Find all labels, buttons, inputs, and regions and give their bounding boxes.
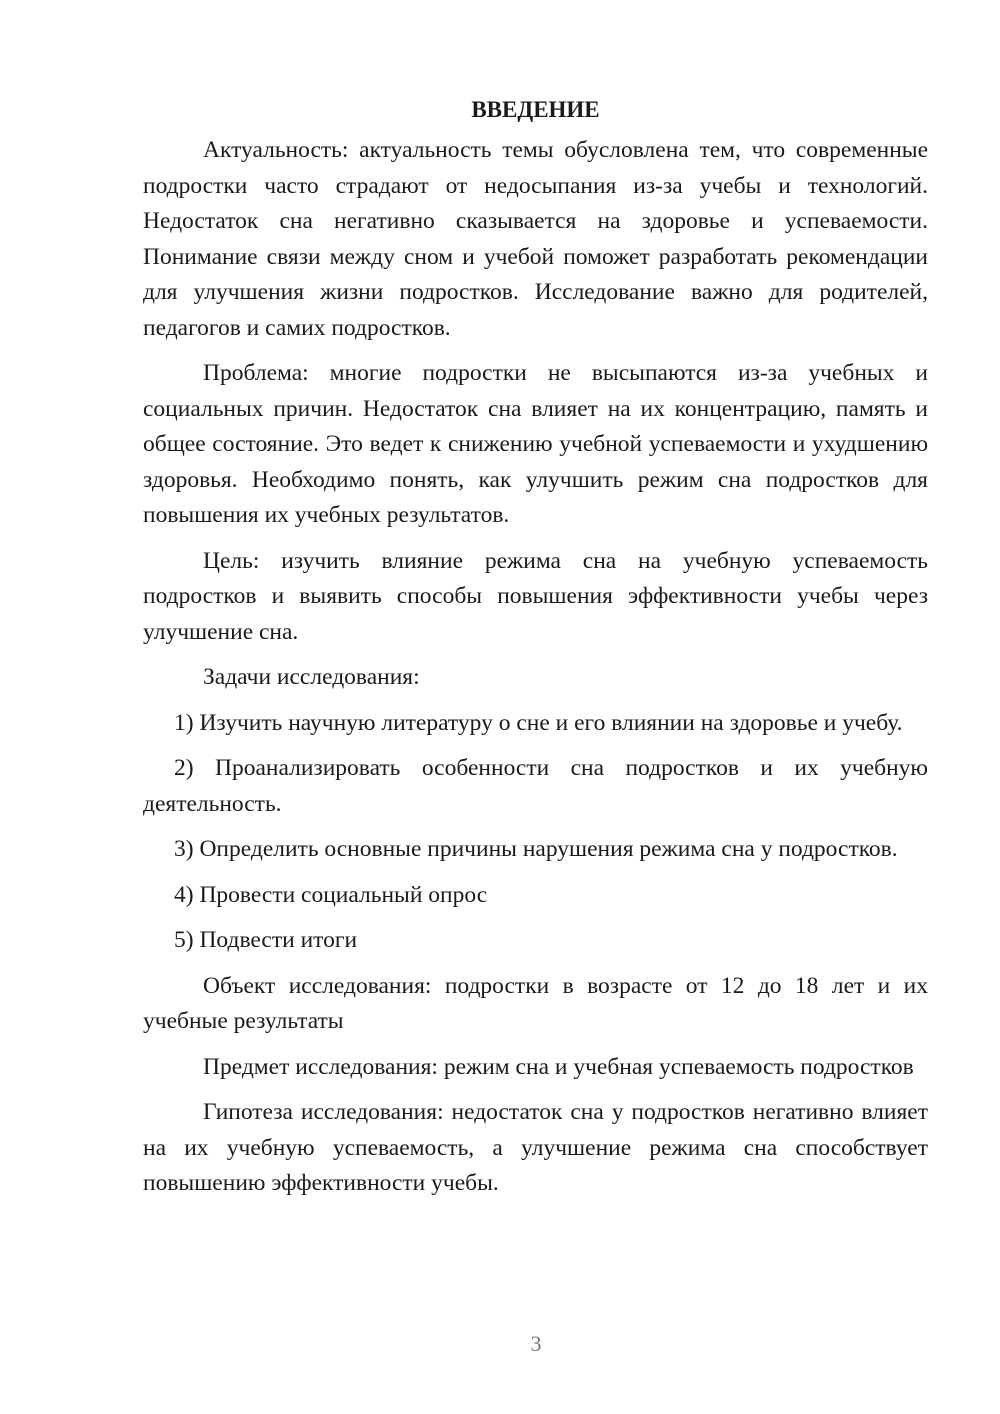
problem-paragraph: Проблема: многие подростки не высыпаются из-за учебных и социальных причин. Недостаток сна влияет на их концентрацию, память и общее состояние. Это ведет к снижению учебной успеваемости и ухудшению здоровья. Необходимо понять, как улучшить режим сна подростков для повышения их учебных результатов. (143, 360, 928, 528)
page-title: ВВЕДЕНИЕ (471, 97, 600, 122)
page-number: 3 (530, 1331, 542, 1356)
object-paragraph: Объект исследования: подростки в возрасте от 12 до 18 лет и их учебные результаты (143, 972, 928, 1034)
task-item: 5) Подвести итоги (174, 927, 358, 953)
relevance-paragraph: Актуальность: актуальность темы обусловлена тем, что современные подростки часто страдают от недосыпания из-за учебы и технологий. Недостаток сна негативно сказывается на здоровье и успеваемости. Понимание связи между сном и учебой поможет разработать рекомендации для улучшения жизни подростков. Исследование важно для родителей, педагогов и самих подростков. (143, 137, 928, 341)
subject-paragraph: Предмет исследования: режим сна и учебная успеваемость подростков (203, 1053, 914, 1080)
hypothesis-paragraph: Гипотеза исследования: недостаток сна у подростков негативно влияет на их учебную успеваемость, а улучшение режима сна способствует повышению эффективности учебы. (143, 1099, 928, 1196)
task-item: 1) Изучить научную литературу о сне и его влиянии на здоровье и учебу. (174, 709, 903, 736)
tasks-heading: Задачи исследования: (203, 664, 420, 690)
document-page (143, 92, 928, 1212)
task-item: 3) Определить основные причины нарушения режима сна у подростков. (174, 836, 898, 862)
task-item: 4) Провести социальный опрос (174, 881, 488, 908)
goal-paragraph: Цель: изучить влияние режима сна на учебную успеваемость подростков и выявить способы повышения эффективности учебы через улучшение сна. (143, 547, 928, 645)
task-item: 2) Проанализировать особенности сна подростков и их учебную деятельность. (143, 755, 928, 817)
